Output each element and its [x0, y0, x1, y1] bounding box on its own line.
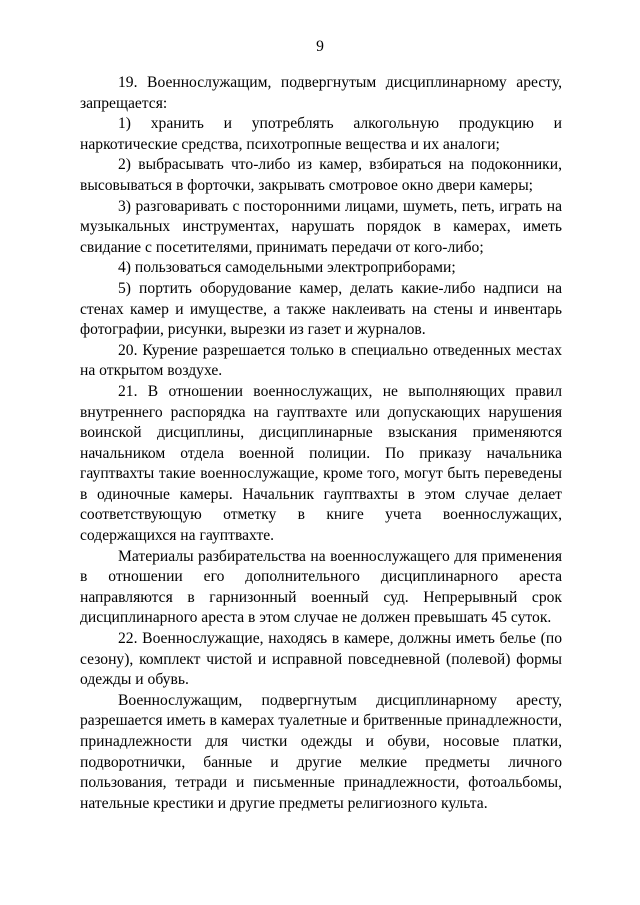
- paragraph-21: 21. В отношении военнослужащих, не выполняющих правил внутреннего распорядка на гауптвахте или допускающих нарушения воинской дисциплины, дисциплинарные взыскания применяются начальником отдела военной полиции. По приказу начальника гауптвахты такие военнослужащие, кроме того, могут быть переведены в одиночные камеры. Начальник гауптвахты в этом случае делает соответствующую отметку в книге учета военнослужащих, содержащихся на гауптвахте.: [80, 382, 562, 545]
- paragraph-19-item-5: 5) портить оборудование камер, делать какие-либо надписи на стенах камер и имуществе, а также наклеивать на стены и инвентарь фотографии, рисунки, вырезки из газет и журналов.: [80, 279, 562, 339]
- paragraph-19-item-4: 4) пользоваться самодельными электроприборами;: [118, 259, 456, 277]
- document-body: [80, 73, 562, 814]
- paragraph-19-item-2: 2) выбрасывать что-либо из камер, взбираться на подоконники, высовываться в форточки, закрывать смотровое окно двери камеры;: [80, 156, 562, 194]
- paragraph-19-item-1: 1) хранить и употреблять алкогольную продукцию и наркотические средства, психотропные вещества и их аналоги;: [80, 115, 562, 153]
- paragraph-20: 20. Курение разрешается только в специально отведенных местах на открытом воздухе.: [80, 341, 562, 380]
- page-number: 9: [316, 38, 324, 55]
- paragraph-22-continued: Военнослужащим, подвергнутым дисциплинарному аресту, разрешается иметь в камерах туалетные и бритвенные принадлежности, принадлежности для чистки одежды и обуви, носовые платки, подворотнички, банные и другие мелкие предметы личного пользования, тетради и письменные принадлежности, фотоальбомы, нательные крестики и другие предметы религиозного культа.: [80, 691, 562, 812]
- paragraph-22: 22. Военнослужащие, находясь в камере, должны иметь белье (по сезону), комплект чистой и исправной повседневной (полевой) формы одежды и обувь.: [80, 630, 562, 689]
- paragraph-19-item-3: 3) разговаривать с посторонними лицами, шуметь, петь, играть на музыкальных инструментах, нарушать порядок в камерах, иметь свидание с посетителями, принимать передачи от кого-либо;: [80, 197, 562, 256]
- paragraph-19-heading: 19. Военнослужащим, подвергнутым дисциплинарному аресту, запрещается:: [80, 74, 562, 112]
- paragraph-21-continued: Материалы разбирательства на военнослужащего для применения в отношении его дополнительного дисциплинарного ареста направляются в гарнизонный военный суд. Непрерывный срок дисциплинарного ареста в этом случае не должен превышать 45 суток.: [80, 547, 562, 627]
